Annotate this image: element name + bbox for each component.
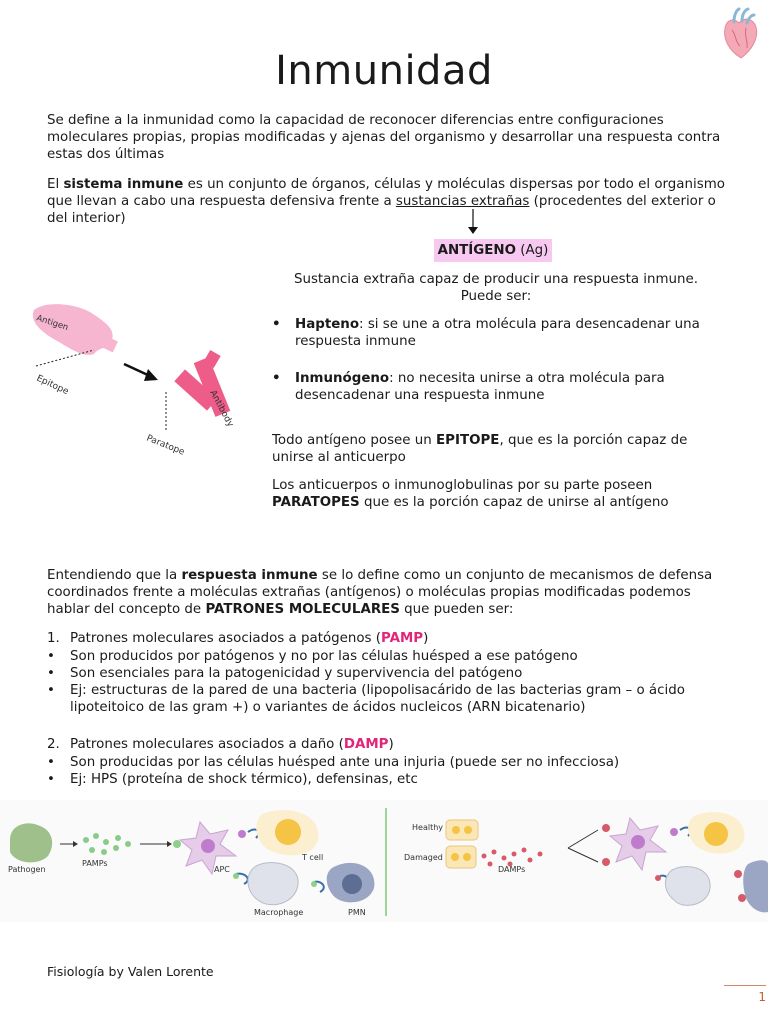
pathogen-label: Pathogen	[8, 865, 46, 874]
antigeno-definition: Sustancia extraña capaz de producir una respuesta inmune. Puede ser:	[293, 272, 699, 305]
epitope-paragraph: Todo antígeno posee un EPITOPE, que es la porción capaz de unirse al anticuerpo	[272, 433, 688, 466]
antibody-label: Antibody	[207, 388, 236, 429]
antigen-shape	[33, 304, 113, 355]
respuesta-paragraph: Entendiendo que la respuesta inmune se lo define como un conjunto de mecanismos de defensa coordinados frente a moléculas extrañas (antígenos) o moléculas propias modificadas podemos hablar del concepto de PATRONES MOLECULARES que pueden ser:	[47, 568, 713, 618]
damps-label: DAMPs	[498, 865, 526, 874]
apc-label: APC	[214, 865, 230, 874]
tcell-label: T cell	[302, 853, 324, 862]
pamp-damp-figure	[0, 800, 768, 922]
paratope-label: Paratope	[144, 433, 186, 458]
antigeno-label-box	[434, 239, 552, 262]
antigen-antibody-figure	[24, 298, 254, 473]
antigeno-label: ANTÍGENO	[437, 243, 517, 258]
macrophage-label: Macrophage	[254, 908, 304, 917]
arrow-down-icon	[467, 209, 479, 235]
healthy-label: Healthy	[412, 823, 444, 832]
page-number: 1	[724, 985, 766, 1006]
pmn-label: PMN	[348, 908, 366, 917]
page-title: Inmunidad	[275, 48, 493, 94]
sistema-paragraph: El sistema inmune es un conjunto de órganos, células y moléculas dispersas por todo el organismo que llevan a cabo una respuesta defensiva frente a sustancias extrañas (procedentes del exterior o del interior)	[47, 177, 725, 227]
paratope-paragraph: Los anticuerpos o inmunoglobulinas por su parte poseen PARATOPES que es la porción capaz de unirse al antígeno	[272, 478, 669, 511]
antigeno-abbr: (Ag)	[516, 243, 549, 258]
footer-author: Fisiología by Valen Lorente	[47, 964, 214, 979]
macrophage-shape	[248, 863, 298, 905]
epitope-label: Epitope	[34, 373, 70, 398]
intro-paragraph: Se define a la inmunidad como la capacidad de reconocer diferencias entre configuraciones moleculares propias, propias modificadas y ajenas del organismo y desarrollar una respuesta contra estas dos últimas	[47, 113, 721, 163]
damaged-label: Damaged	[404, 853, 443, 862]
pathogen-shape	[10, 823, 52, 862]
antigen-label: Antigen	[35, 313, 70, 334]
pamps-label: PAMPs	[82, 859, 108, 868]
